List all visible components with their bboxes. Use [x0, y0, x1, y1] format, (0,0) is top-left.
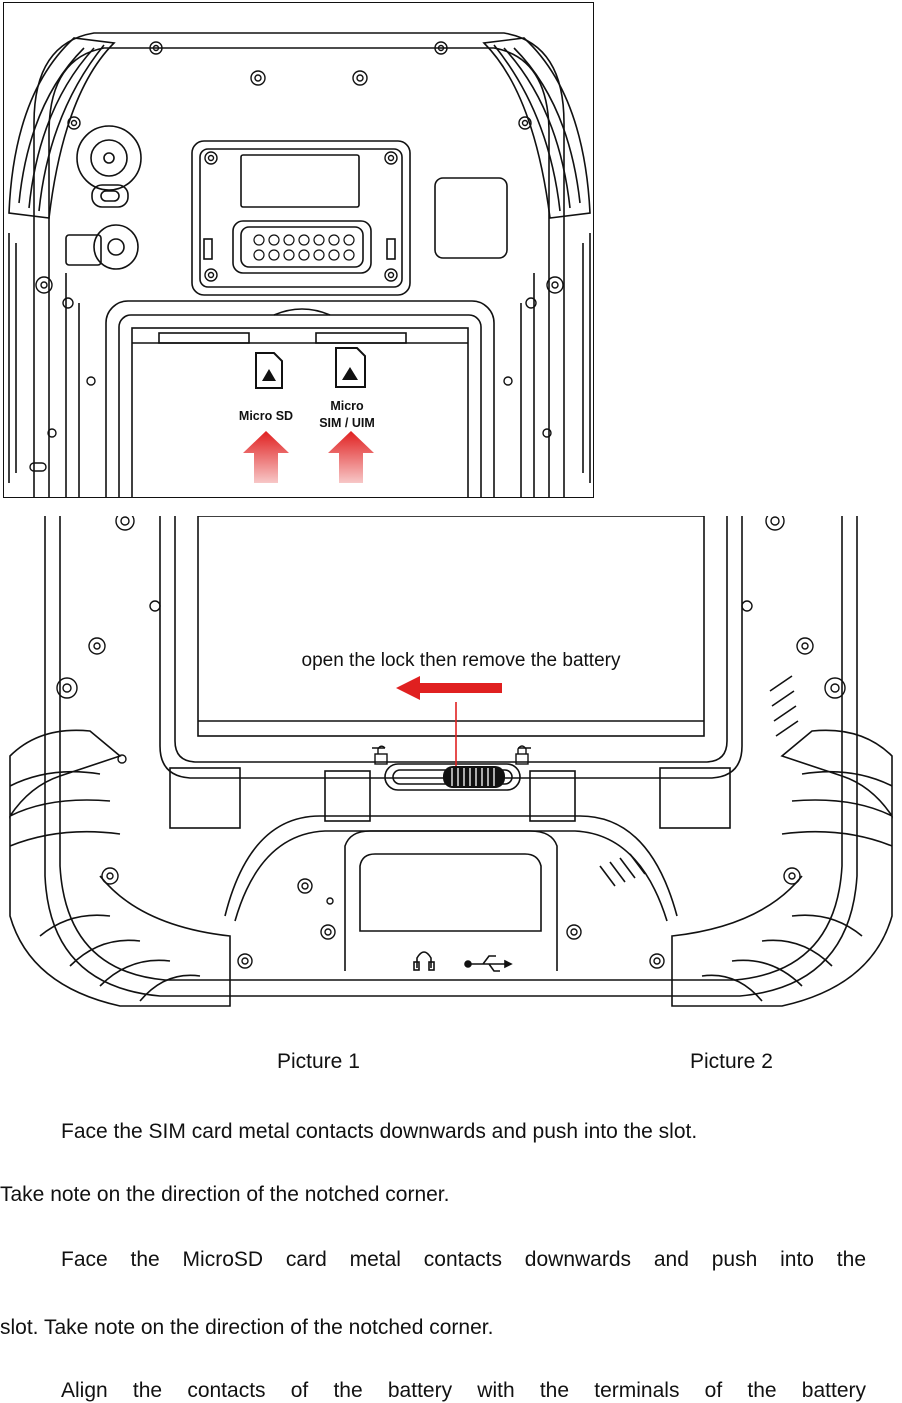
- picture-1-caption: Picture 1: [277, 1050, 360, 1073]
- usb-icon: [465, 956, 511, 971]
- picture-2-caption: Picture 2: [690, 1050, 773, 1073]
- battery-lock-slider: [443, 766, 505, 788]
- picture-2-diagram: [0, 516, 902, 1016]
- battery-instruction: open the lock then remove the battery: [301, 650, 621, 671]
- micro-sd-label: Micro SD: [238, 409, 294, 423]
- battery-lock-drawing: [0, 516, 902, 1016]
- slide-left-arrow-icon: [396, 676, 502, 700]
- battery-instruction-line-1: Align the contacts of the battery with the terminals of the battery: [61, 1379, 866, 1402]
- headphone-icon: [414, 952, 434, 970]
- insert-sd-arrow-icon: [243, 431, 289, 483]
- micro-sim-card-icon: [336, 348, 365, 387]
- insert-sim-arrow-icon: [328, 431, 374, 483]
- micro-sim-label-line1: Micro: [330, 399, 364, 413]
- sim-instruction-line-1: Face the SIM card metal contacts downwards and push into the slot.: [61, 1120, 698, 1143]
- sd-instruction-line-2: slot. Take note on the direction of the notched corner.: [0, 1316, 494, 1339]
- picture-1-diagram: [3, 2, 594, 498]
- device-back-drawing: [4, 3, 594, 498]
- sd-instruction-line-1: Face the MicroSD card metal contacts downwards and push into the: [61, 1248, 866, 1271]
- sim-instruction-line-2: Take note on the direction of the notched corner.: [0, 1183, 450, 1206]
- micro-sim-label-line2: SIM / UIM: [319, 416, 375, 430]
- micro-sd-card-icon: [256, 353, 282, 388]
